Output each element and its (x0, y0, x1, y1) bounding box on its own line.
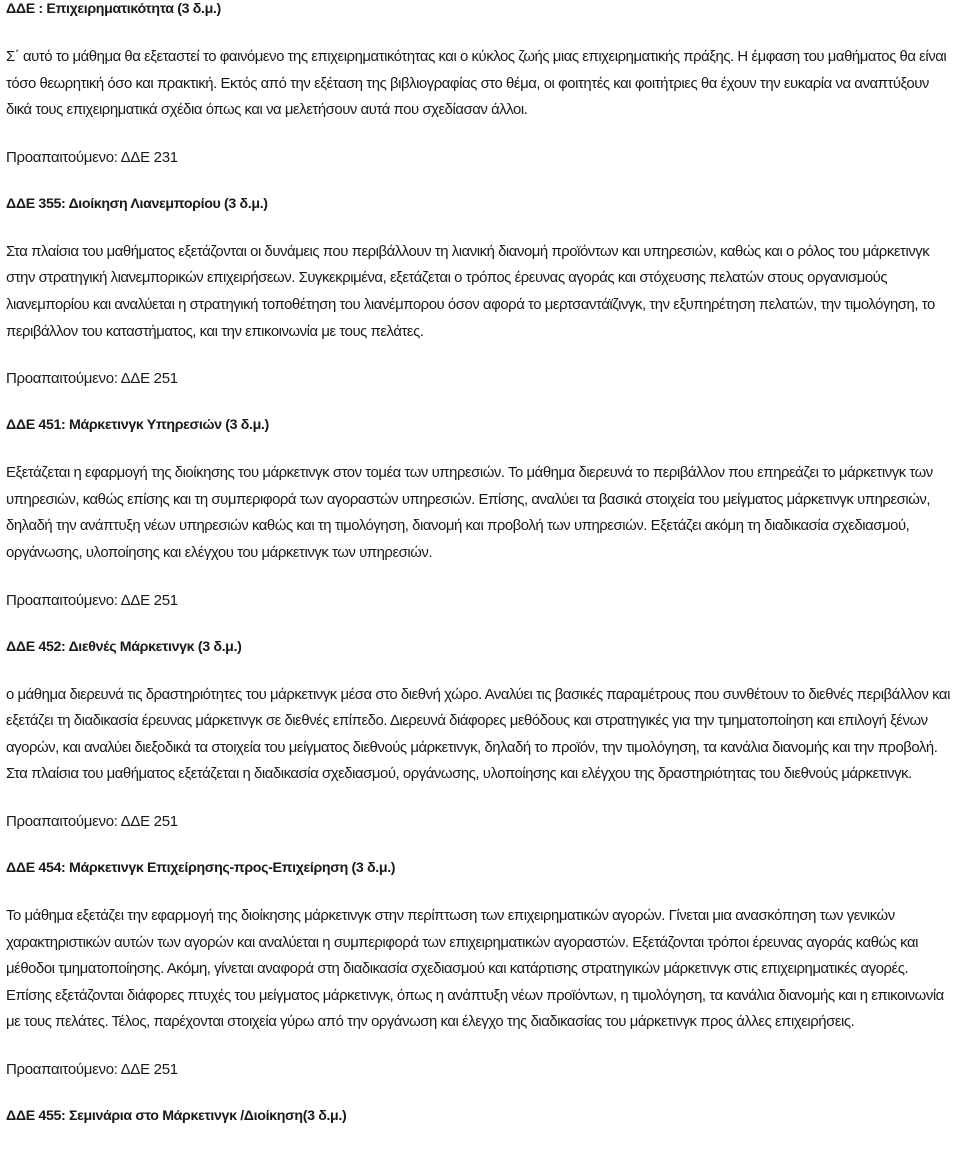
course-title: ΔΔΕ 455: Σεμινάρια στο Μάρκετινγκ /Διοίκηση(3 δ.μ.) (6, 1107, 347, 1124)
course-dde-451 (6, 416, 954, 637)
course-prerequisite: Προαπαιτούμενο: ΔΔΕ 231 (6, 148, 178, 166)
course-title: ΔΔΕ 451: Μάρκετινγκ Υπηρεσιών (3 δ.μ.) (6, 417, 269, 434)
course-description: Το μάθημα εξετάζει την εφαρμογή της διοίκησης μάρκετινγκ στην περίπτωση των επιχειρηματικών αγορών. Γίνεται μια ανασκόπηση των γενικών χαρακτηριστικών αυτών των αγορών και αναλύεται η συμπεριφορά των επιχειρηματικών αγοραστών. Εξετάζονται τρόποι έρευνας αγοράς καθώς και μέθοδοι τμηματοποίησης. Ακόμη, γίνεται αναφορά στη διαδικασία σχεδιασμού και κατάρτισης στρατηγικών μάρκετινγκ στις επιχειρηματικές αγορές. Επίσης εξετάζονται διάφορες πτυχές του μείγματος μάρκετινγκ, όπως η ανάπτυξη νέων προϊόντων, η τιμολόγηση, τα κανάλια διανομής και η επικοινωνία με τους πελάτες. Τέλος, παρέχονται στοιχεία γύρω από την οργάνωση και έλεγχο της διαδικασίας του μάρκετινγκ προς άλλες επιχειρήσεις. (6, 907, 944, 1031)
course-prerequisite: Προαπαιτούμενο: ΔΔΕ 251 (6, 370, 178, 388)
course-description: Στα πλαίσια του μαθήματος εξετάζονται οι δυνάμεις που περιβάλλουν τη λιανική διανομή προϊόντων και υπηρεσιών, καθώς και ο ρόλος του μάρκετινγκ στην στρατηγική λιανεμπορικών επιχειρήσεων. Συγκεκριμένα, εξετάζεται ο τρόπος έρευνας αγοράς και στόχευσης πελατών στους οργανισμούς λιανεμπορίου και αναλύεται η στρατηγική τοποθέτηση του λιανέμπορου όσον αφορά το μερτσαντάϊζινγκ, την εξυπηρέτηση πελατών, την τιμολόγηση, το περιβάλλον του καταστήματος, και την επικοινωνία με τους πελάτες. (6, 243, 935, 340)
course-dde-455 (6, 1107, 954, 1125)
course-description: Σ΄ αυτό το μάθημα θα εξεταστεί το φαινόμενο της επιχειρηματικότητας και ο κύκλος ζωής μιας επιχειρηματικής πράξης. Η έμφαση του μαθήματος θα είναι τόσο θεωρητική όσο και πρακτική. Εκτός από την εξέταση της βιβλιογραφίας στο θέμα, οι φοιτητές και φοιτήτριες θα έχουν την ευκαρία να αναπτύξουν δικά τους επιχειρηματικά σχέδια όπως και να μελετήσουν αυτά που σχεδίασαν άλλοι. (6, 49, 947, 119)
course-title: ΔΔΕ 452: Διεθνές Μάρκετινγκ (3 δ.μ.) (6, 638, 242, 655)
course-catalog (6, 0, 954, 1125)
course-title: ΔΔΕ 355: Διοίκηση Λιανεμπορίου (3 δ.μ.) (6, 195, 268, 212)
course-dde-355 (6, 195, 954, 416)
course-title: ΔΔΕ : Επιχειρηματικότητα (3 δ.μ.) (6, 1, 221, 17)
course-entrepreneurship (6, 0, 954, 195)
course-prerequisite: Προαπαιτούμενο: ΔΔΕ 251 (6, 1060, 178, 1078)
course-prerequisite: Προαπαιτούμενο: ΔΔΕ 251 (6, 812, 178, 830)
course-dde-454 (6, 859, 954, 1107)
course-dde-452 (6, 638, 954, 859)
course-title: ΔΔΕ 454: Μάρκετινγκ Επιχείρησης-προς-Επιχείρηση (3 δ.μ.) (6, 859, 396, 876)
course-description: Εξετάζεται η εφαρμογή της διοίκησης του μάρκετινγκ στον τομέα των υπηρεσιών. Το μάθημα διερευνά το περιβάλλον που επηρεάζει το μάρκετινγκ των υπηρεσιών, καθώς επίσης και τη συμπεριφορά των αγοραστών υπηρεσιών. Επίσης, αναλύει τα βασικά στοιχεία του μείγματος μάρκετινγκ υπηρεσιών, δηλαδή την ανάπτυξη νέων υπηρεσιών καθώς και τη τιμολόγηση, διανομή και προβολή των υπηρεσιών. Εξετάζει ακόμη τη διαδικασία σχεδιασμού, οργάνωσης, υλοποίησης και ελέγχου του μάρκετινγκ των υπηρεσιών. (6, 465, 933, 561)
course-prerequisite: Προαπαιτούμενο: ΔΔΕ 251 (6, 591, 178, 609)
course-description: ο μάθημα διερευνά τις δραστηριότητες του μάρκετινγκ μέσα στο διεθνή χώρο. Αναλύει τις βασικές παραμέτρους που συνθέτουν το διεθνές περιβάλλον και εξετάζει τη διαδικασία έρευνας μάρκετινγκ σε διεθνές επίπεδο. Διερευνά διάφορες μεθόδους και στρατηγικές για την τμηματοποίηση και επιλογή ξένων αγορών, και αναλύει διεξοδικά τα στοιχεία του μείγματος διεθνούς μάρκετινγκ, δηλαδή το προϊόν, την τιμολόγηση, τα κανάλια διανομής και την προβολή. Στα πλαίσια του μαθήματος εξετάζεται η διαδικασία σχεδιασμού, οργάνωσης, υλοποίησης και ελέγχου της δραστηριότητας του διεθνούς μάρκετινγκ. (6, 686, 950, 783)
